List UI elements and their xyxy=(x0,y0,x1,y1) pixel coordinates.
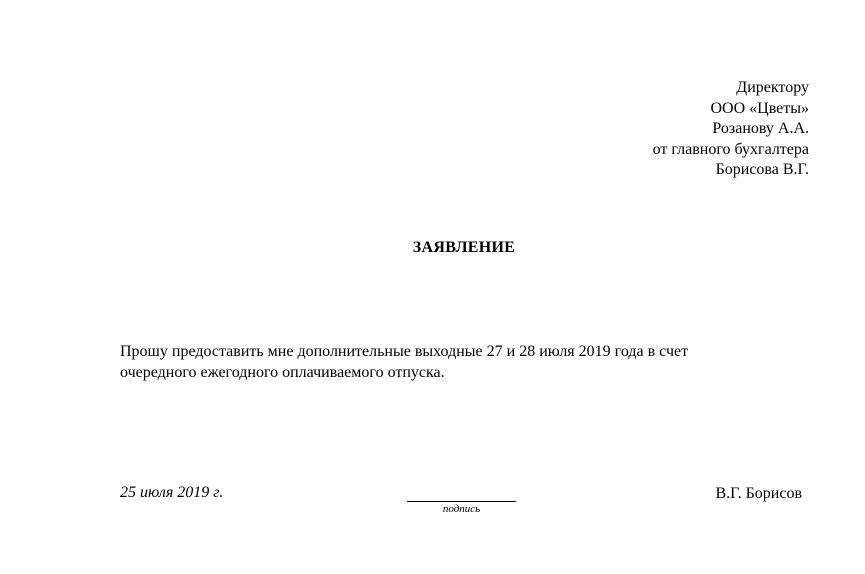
sender-name: Борисова В.Г. xyxy=(715,161,809,178)
addressee-position: Директору xyxy=(736,79,809,96)
request-text-line-1: Прошу предоставить мне дополнительные выходные 27 и 28 июля 2019 года в счет xyxy=(120,343,689,360)
signature-line xyxy=(407,501,516,502)
addressee-name: Розанову А.А. xyxy=(712,120,809,137)
addressee-company: ООО «Цветы» xyxy=(710,99,809,117)
document-date: 25 июля 2019 г. xyxy=(120,484,224,501)
signature-caption: подпись xyxy=(442,503,481,515)
addressee-block xyxy=(653,78,809,181)
signer-name: В.Г. Борисов xyxy=(715,485,802,502)
document-title: ЗАЯВЛЕНИЕ xyxy=(412,239,516,256)
sender-position: от главного бухгалтера xyxy=(652,140,809,158)
request-text-line-2: очередного ежегодного оплачиваемого отпуска. xyxy=(120,363,445,381)
request-text xyxy=(120,342,720,383)
